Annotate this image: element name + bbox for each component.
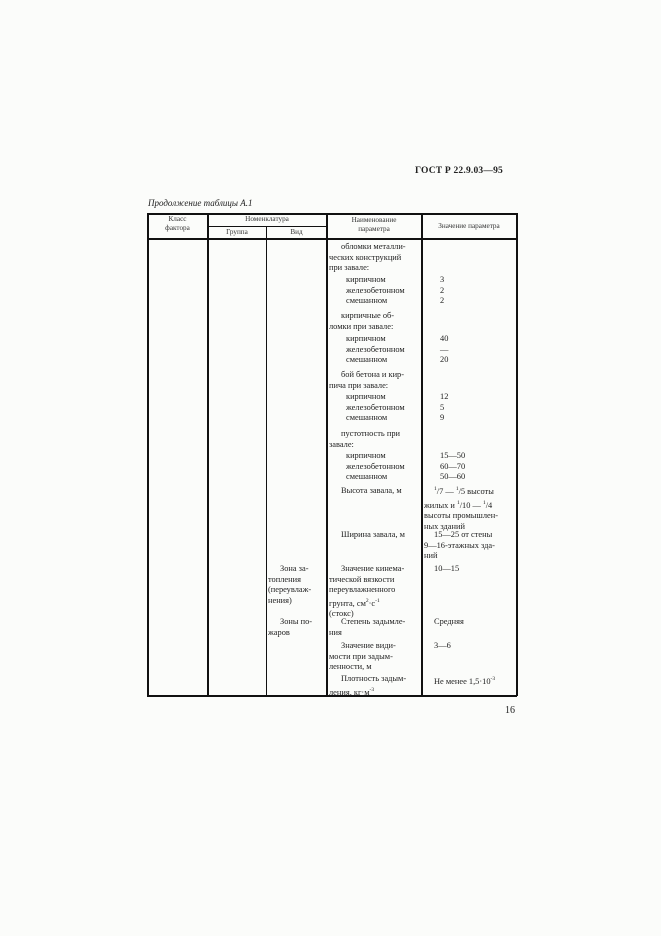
param-viscosity (329, 564, 404, 620)
text-line: 9—16-этажных зда- (424, 540, 495, 550)
text-line: обломки металли- (341, 242, 406, 251)
value-cell: — (440, 344, 449, 354)
param-rubble-width: Ширина завала, м (341, 530, 405, 539)
value-cell: 5 (440, 402, 445, 412)
text-line (329, 685, 406, 699)
sup: 1 (482, 499, 486, 506)
value-cell: 50—60 (440, 472, 466, 482)
text-line: нения) (268, 595, 292, 605)
text-line: смешанном (346, 296, 388, 306)
text-line: бой бетона и кир- (341, 370, 405, 379)
sup: 2 (365, 597, 369, 604)
value-smoke-density (434, 674, 495, 688)
kind-fire-zones (268, 617, 312, 638)
frac: /10 — (459, 500, 483, 510)
sup: 1 (434, 486, 437, 492)
text-line: ческих конструкций (329, 252, 402, 262)
param-rubble-height: Высота завала, м (341, 486, 402, 495)
text-line: железобетонном (346, 461, 405, 471)
param-concrete-debris (329, 370, 404, 391)
text-line (424, 484, 498, 498)
value-brick (440, 334, 448, 366)
col-divider-3 (326, 213, 328, 696)
text-line: (переувлаж- (268, 585, 312, 595)
value-cell: 20 (440, 355, 449, 365)
header-param-line2: параметра (358, 225, 390, 233)
frac: /4 (485, 500, 493, 510)
value-cell: 2 (440, 296, 445, 306)
value-cell: 60—70 (440, 461, 466, 471)
value-rubble-height (424, 484, 498, 532)
param-smoke-density (329, 674, 406, 698)
frac: /5 высоты (458, 487, 494, 496)
text-line: ленности, м (329, 662, 372, 672)
param-voidness-sub (346, 451, 405, 483)
text-line: ломки при завале: (329, 321, 394, 331)
param-brick-sub (346, 334, 405, 366)
text-line: пустотность при (341, 429, 400, 438)
text-line: железобетонном (346, 285, 405, 295)
frac: ·с (368, 598, 376, 608)
param-smoke-degree (329, 617, 405, 638)
param-visibility (329, 641, 396, 673)
header-class-line2: фактора (165, 224, 190, 232)
header-param-line1: Наименование (351, 216, 397, 224)
text-line: Значение кинема- (341, 564, 405, 573)
header-class-line1: Класс (168, 215, 187, 223)
text-line: смешанном (346, 472, 388, 482)
table-border-left (147, 213, 149, 696)
text-line: при завале: (329, 263, 370, 273)
text-line: завале: (329, 439, 354, 449)
header-group: Группа (226, 228, 248, 236)
text-line: 15—25 от стены (434, 530, 493, 539)
text-line: Зона за- (280, 564, 309, 573)
col-divider-2 (266, 226, 267, 696)
value-cell: 40 (440, 334, 449, 343)
text-line: жаров (268, 627, 290, 637)
value-visibility: 3—6 (434, 641, 451, 650)
header-nomenclature: Номенклатура (245, 215, 289, 223)
text-line: ных зданий (424, 521, 465, 531)
value-metal (440, 275, 444, 307)
text-line: Степень задымле- (341, 617, 406, 626)
text-line: ний (424, 551, 438, 561)
page-number: 16 (505, 705, 515, 716)
text-line: железобетонном (346, 344, 405, 354)
table-caption: Продолжение таблицы А.1 (148, 198, 253, 208)
text-line: кирпичном (346, 392, 386, 401)
param-brick-debris (329, 311, 394, 332)
text-line: тической вязкости (329, 574, 395, 584)
col-divider-4 (421, 213, 423, 696)
text-line: смешанном (346, 355, 388, 365)
text-line: пича при завале: (329, 380, 389, 390)
sup: 1 (456, 499, 460, 506)
sup: -1 (375, 597, 380, 604)
sup: -3 (369, 686, 375, 693)
frac: /7 — (436, 487, 456, 496)
text-line: высоты промышлен- (424, 511, 498, 521)
text-line: кирпичном (346, 334, 386, 343)
value-cell: 9 (440, 413, 445, 423)
text-line: кирпичном (346, 275, 386, 284)
param-voidness (329, 429, 400, 450)
text-line: топления (268, 574, 301, 584)
value-voidness (440, 451, 465, 483)
header-value: Значение параметра (438, 222, 500, 230)
text-line (329, 596, 404, 610)
value-cell: 15—50 (440, 451, 466, 460)
text-line (424, 498, 498, 512)
text-line: смешанном (346, 413, 388, 423)
kind-flood-zone (268, 564, 311, 606)
text-line: (стокс) (329, 609, 354, 619)
text-line: Значение види- (341, 641, 396, 650)
frac: Не менее 1,5·10 (434, 677, 491, 686)
frac: жилых и (424, 500, 457, 510)
text-line: переувлажненного (329, 585, 396, 595)
header-param (327, 216, 421, 234)
frac: грунта, см (329, 598, 366, 608)
header-border-bottom (147, 238, 517, 240)
param-metal-debris (329, 242, 406, 274)
text-line: кирпичном (346, 451, 386, 460)
table-border-right (516, 213, 518, 696)
text-line: железобетонном (346, 402, 405, 412)
sup: -3 (490, 676, 496, 682)
value-viscosity: 10—15 (434, 564, 460, 573)
param-concrete-sub (346, 392, 405, 424)
text-line: кирпичные об- (341, 311, 395, 320)
text-line: Зоны по- (280, 617, 313, 626)
col-divider-1 (207, 213, 209, 696)
sup: 1 (455, 486, 459, 492)
value-rubble-width (424, 530, 495, 562)
text-line: мости при задым- (329, 651, 393, 661)
header-kind: Вид (290, 228, 303, 236)
value-smoke-degree: Средняя (434, 617, 464, 626)
value-cell: 12 (440, 392, 449, 401)
param-metal-sub (346, 275, 405, 307)
standard-number: ГОСТ Р 22.9.03—95 (415, 166, 503, 176)
value-concrete (440, 392, 448, 424)
text-line: ния (329, 627, 342, 637)
frac: ления, кг·м (329, 687, 370, 697)
header-class (148, 215, 207, 233)
text-line: Плотность задым- (341, 674, 407, 683)
value-cell: 3 (440, 275, 445, 284)
value-cell: 2 (440, 285, 445, 295)
